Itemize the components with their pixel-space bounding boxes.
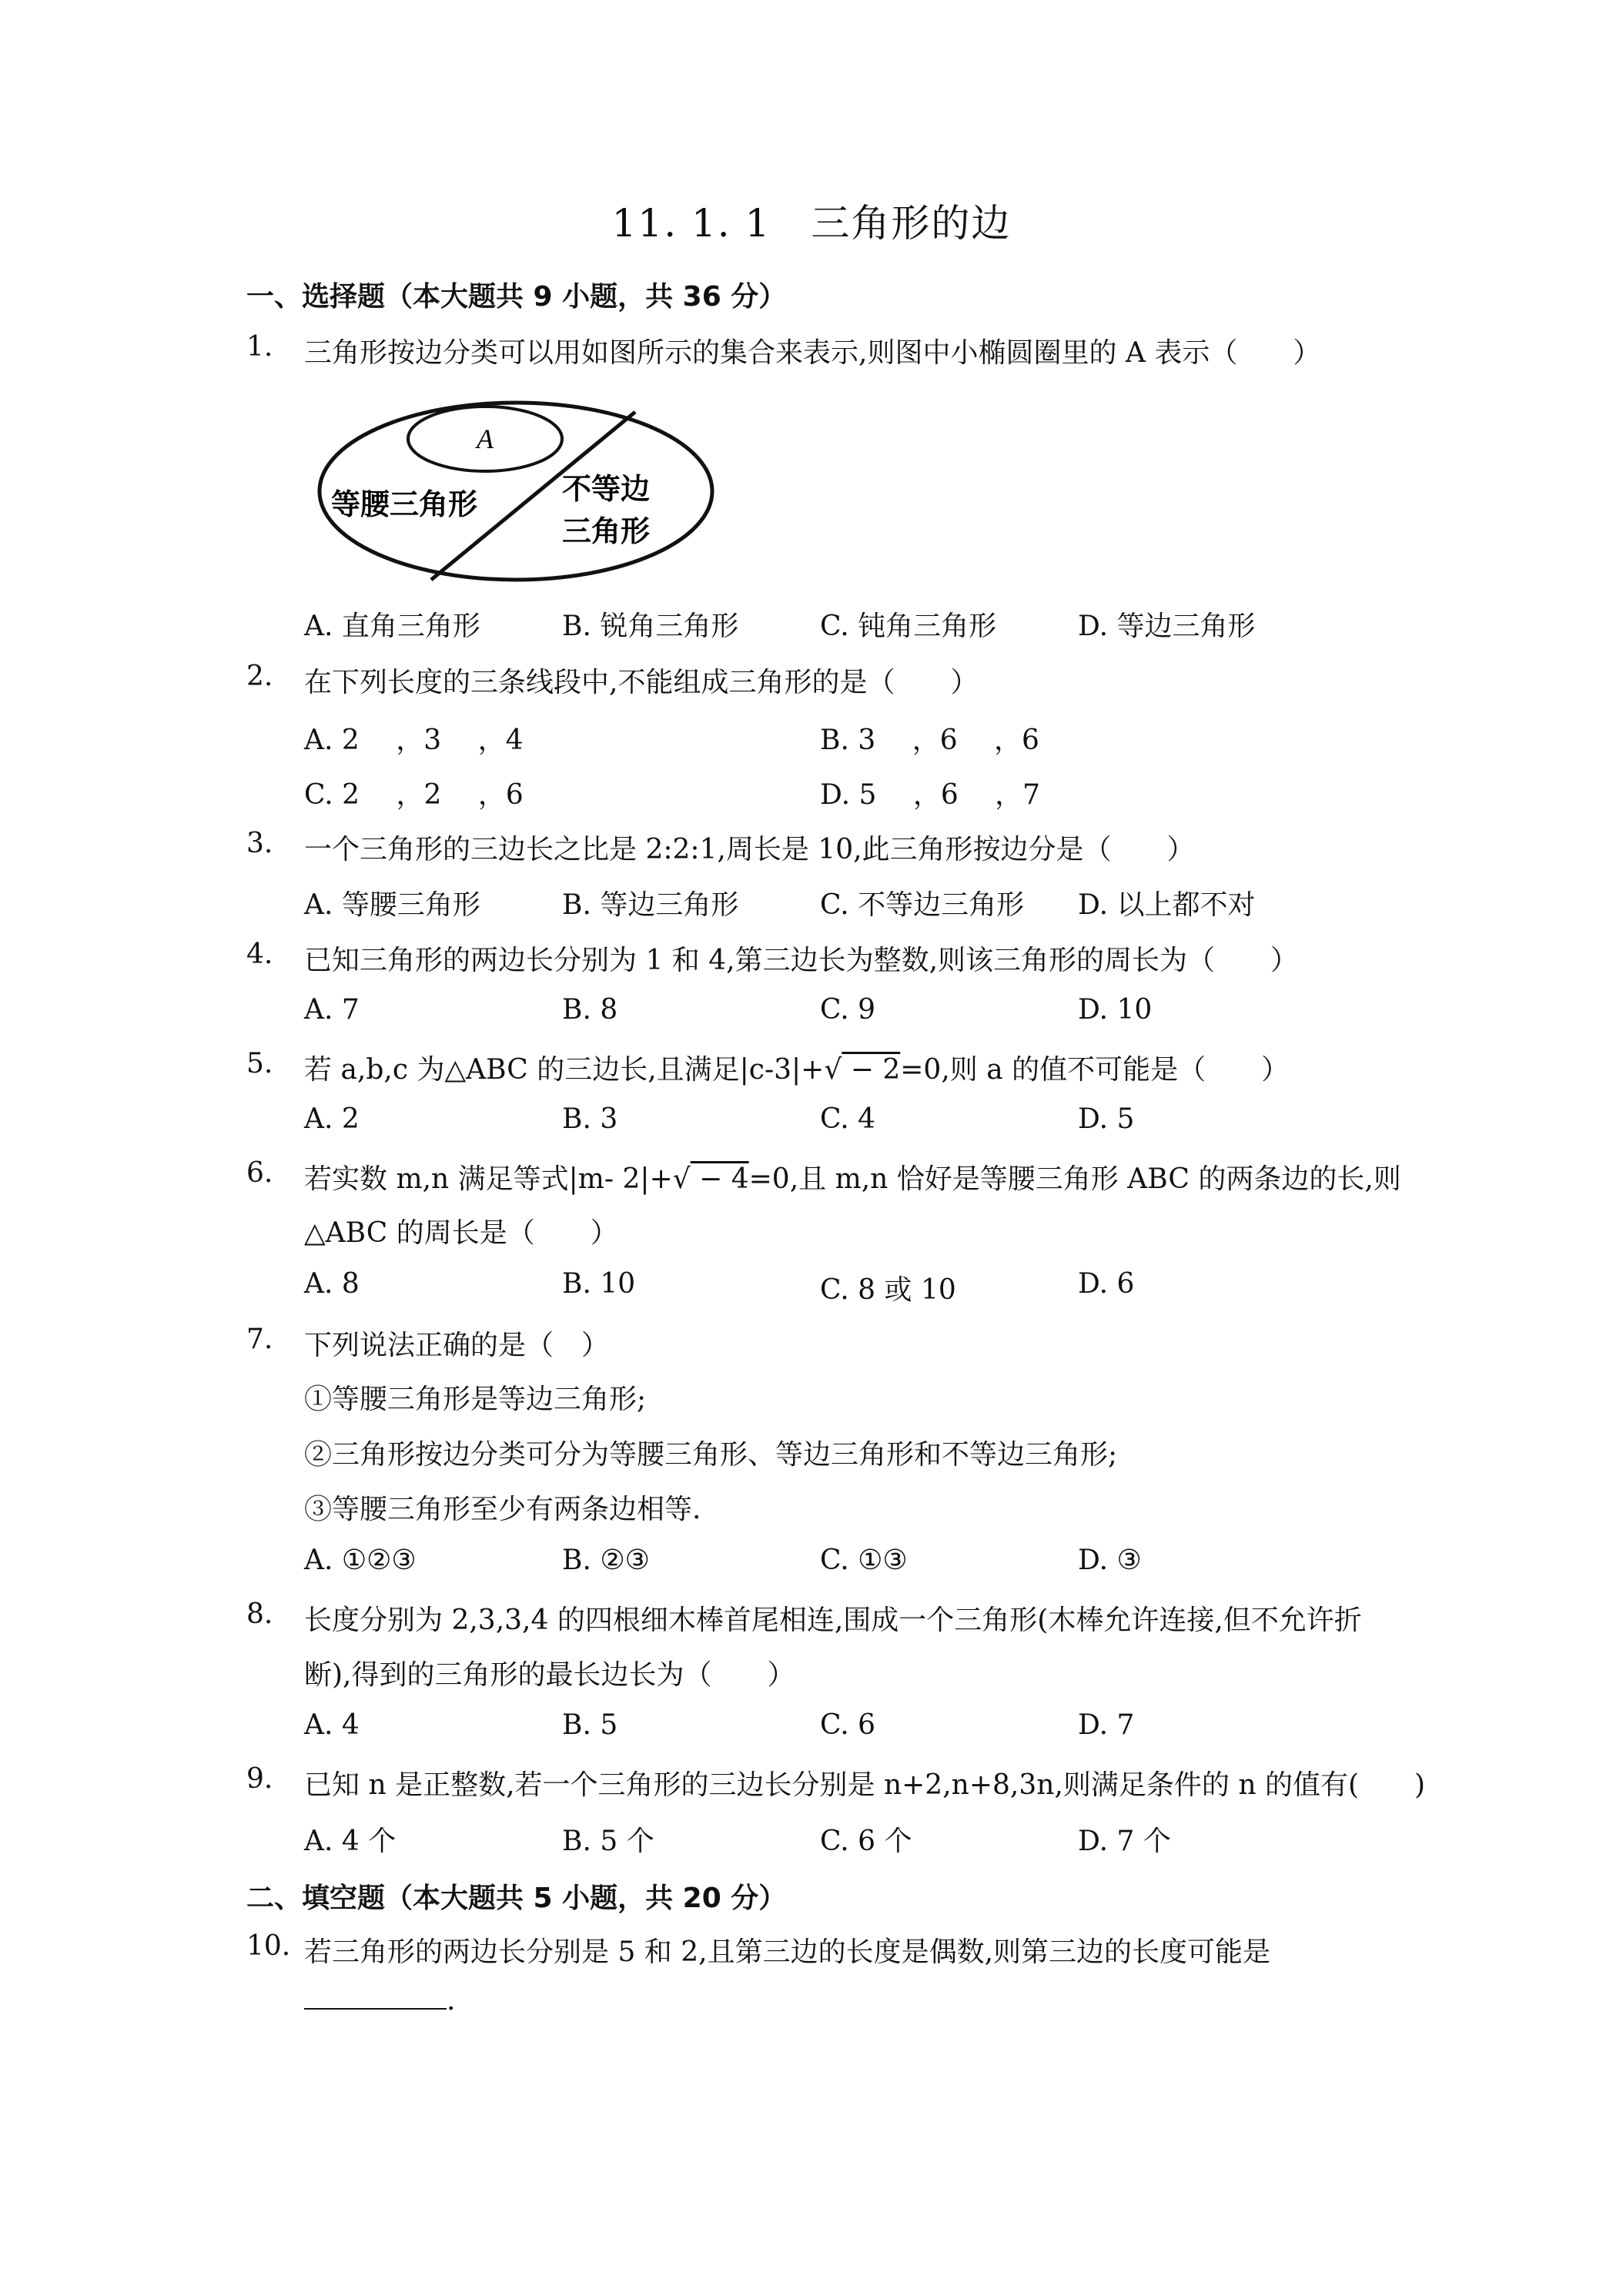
question-number: 9.: [246, 1763, 273, 1795]
q4-option-c: C. 9: [820, 994, 876, 1026]
q3-option-a: A. 等腰三角形: [304, 889, 480, 921]
venn-right-label-1: 不等边: [562, 472, 651, 506]
question-text-a: 若 a,b,c 为△ABC 的三边长,且满足|c-3|+√: [304, 1054, 842, 1086]
q7-option-b: B. ②③: [562, 1545, 650, 1576]
question-number: 4.: [246, 939, 273, 970]
blank-end-period: .: [447, 1985, 456, 2017]
question-text: 长度分别为 2,3,3,4 的四根细木棒首尾相连,围成一个三角形(木棒允许连接,但不允许折: [304, 1605, 1362, 1636]
q5-option-a: A. 2: [304, 1103, 360, 1135]
q2-option-c: C. 2 ，2 ，6: [304, 779, 524, 811]
venn-diagram-svg: [316, 399, 716, 584]
question-8-continued: 断),得到的三角形的最长边长为（ ）: [304, 1659, 795, 1691]
question-number: 5.: [246, 1048, 273, 1079]
question-text: 已知三角形的两边长分别为 1 和 4,第三边长为整数,则该三角形的周长为（ ）: [304, 945, 1299, 976]
question-text: 一个三角形的三边长之比是 2:2:1,周长是 10,此三角形按边分是（ ）: [304, 834, 1195, 865]
q8-option-a: A. 4: [304, 1709, 360, 1741]
q8-option-b: B. 5: [562, 1709, 618, 1741]
question-number: 8.: [246, 1598, 273, 1630]
q7-option-d: D. ③: [1078, 1545, 1142, 1576]
venn-inner-label: A: [477, 423, 494, 454]
q4-option-b: B. 8: [562, 994, 618, 1026]
q6-option-c: C. 8 或 10: [820, 1274, 956, 1306]
q6-option-a: A. 8: [304, 1268, 360, 1300]
answer-blank[interactable]: [304, 1985, 447, 2010]
q3-option-c: C. 不等边三角形: [820, 889, 1025, 921]
q9-option-c: C. 6 个: [820, 1826, 912, 1857]
question-number: 1.: [246, 331, 273, 363]
section-heading-choice: 一、选择题（本大题共 9 小题，共 36 分）: [246, 281, 787, 313]
q2-option-d: D. 5 ，6 ，7: [820, 779, 1041, 811]
q8-option-c: C. 6: [820, 1709, 876, 1741]
q4-option-d: D. 10: [1078, 994, 1153, 1026]
statement-3: ③等腰三角形至少有两条边相等.: [304, 1494, 701, 1525]
statement-2: ②三角形按边分类可分为等腰三角形、等边三角形和不等边三角形;: [304, 1439, 1118, 1471]
q4-option-a: A. 7: [304, 994, 360, 1026]
q2-option-a: A. 2 ，3 ，4: [304, 725, 524, 756]
q7-option-a: A. ①②③: [304, 1545, 417, 1576]
venn-right-label-2: 三角形: [562, 514, 651, 548]
question-text-b: =0,且 m,n 恰好是等腰三角形 ABC 的两条边的长,则: [748, 1163, 1401, 1195]
sqrt-radicand: − 4: [690, 1163, 749, 1195]
answer-blank-line: [304, 1985, 455, 2017]
question-number: 6.: [246, 1157, 273, 1189]
q9-option-a: A. 4 个: [304, 1826, 397, 1857]
venn-diagram: [316, 399, 716, 587]
question-6-continued: △ABC 的周长是（ ）: [304, 1217, 618, 1249]
q6-option-b: B. 10: [562, 1268, 636, 1300]
question-text: 在下列长度的三条线段中,不能组成三角形的是（ ）: [304, 667, 979, 698]
question-number: 3.: [246, 828, 273, 859]
q7-option-c: C. ①③: [820, 1545, 908, 1576]
question-text: 已知 n 是正整数,若一个三角形的三边长分别是 n+2,n+8,3n,则满足条件的 n 的值有( ): [304, 1769, 1426, 1801]
sqrt-radicand: − 2: [842, 1054, 901, 1086]
q3-option-b: B. 等边三角形: [562, 889, 739, 921]
q3-option-d: D. 以上都不对: [1078, 889, 1256, 921]
question-text: [304, 1157, 1401, 1197]
section-heading-fill: 二、填空题（本大题共 5 小题，共 20 分）: [246, 1883, 787, 1914]
q2-option-b: B. 3 ，6 ，6: [820, 725, 1039, 756]
q1-option-c: C. 钝角三角形: [820, 611, 997, 642]
question-text-a: 若实数 m,n 满足等式|m- 2|+√: [304, 1163, 691, 1195]
question-text: [304, 1048, 1289, 1087]
statement-1: ①等腰三角形是等边三角形;: [304, 1384, 647, 1415]
q1-option-b: B. 锐角三角形: [562, 611, 739, 642]
question-text: 下列说法正确的是（ ）: [304, 1330, 610, 1361]
question-number: 7.: [246, 1324, 273, 1355]
question-text: 三角形按边分类可以用如图所示的集合来表示,则图中小椭圆圈里的 A 表示（ ）: [304, 337, 1321, 369]
q9-option-d: D. 7 个: [1078, 1826, 1171, 1857]
q6-option-d: D. 6: [1078, 1268, 1135, 1300]
page-title: 11. 1. 1 三角形的边: [611, 201, 1012, 246]
q8-option-d: D. 7: [1078, 1709, 1135, 1741]
venn-left-label: 等腰三角形: [331, 487, 478, 521]
question-number: 2.: [246, 661, 273, 692]
question-text: 若三角形的两边长分别是 5 和 2,且第三边的长度是偶数,则第三边的长度可能是: [304, 1936, 1271, 1968]
q5-option-b: B. 3: [562, 1103, 618, 1135]
q1-option-a: A. 直角三角形: [304, 611, 480, 642]
question-text-b: =0,则 a 的值不可能是（ ）: [900, 1054, 1290, 1086]
question-number: 10.: [246, 1930, 291, 1962]
q1-option-d: D. 等边三角形: [1078, 611, 1256, 642]
q9-option-b: B. 5 个: [562, 1826, 654, 1857]
q5-option-c: C. 4: [820, 1103, 876, 1135]
q5-option-d: D. 5: [1078, 1103, 1135, 1135]
